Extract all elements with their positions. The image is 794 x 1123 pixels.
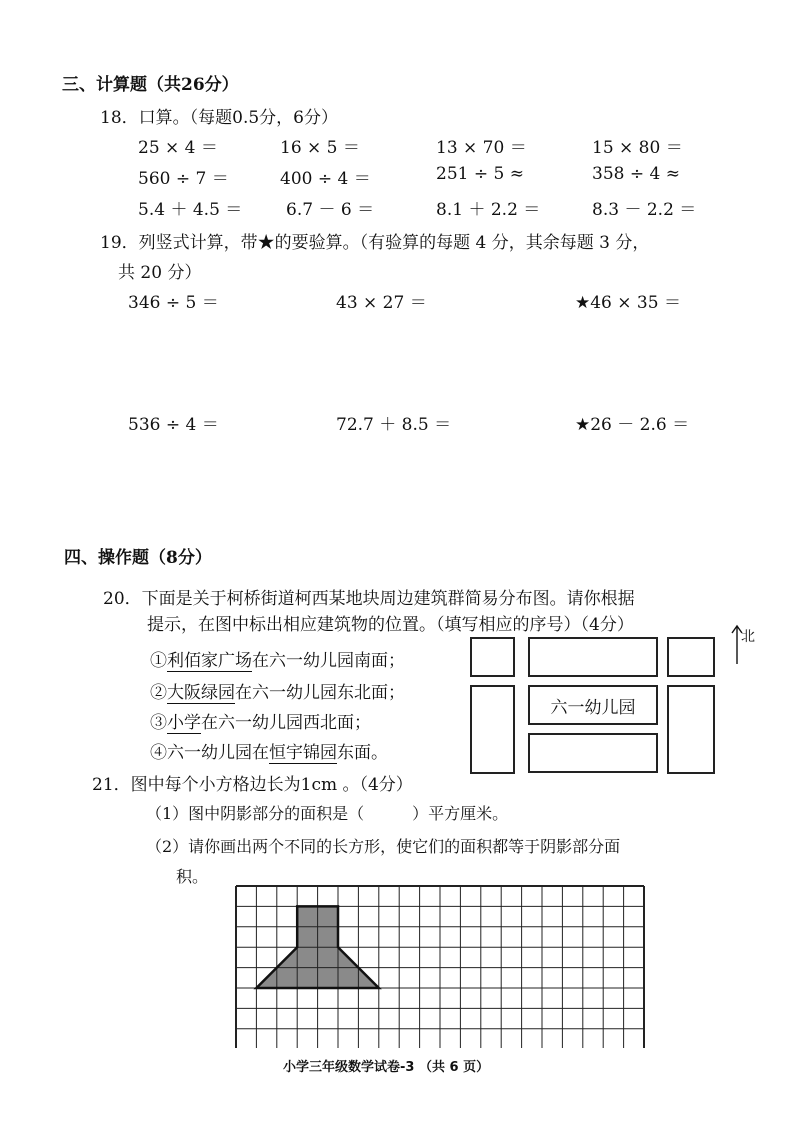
- question-21-part-2-cont: 积。: [176, 867, 209, 886]
- hint-item-2: ②大阪绿园在六一幼儿园东北面；: [150, 683, 405, 703]
- square-grid[interactable]: [234, 884, 650, 1048]
- oral-problem: 8.1 ＋ 2.2 ＝: [436, 200, 541, 220]
- page-footer: 小学三年级数学试卷-3 （共 6 页）: [283, 1060, 490, 1075]
- map-block-east[interactable]: [667, 685, 715, 774]
- oral-problem: 8.3 － 2.2 ＝: [592, 200, 697, 220]
- map-block-northeast[interactable]: [667, 637, 715, 677]
- vertical-calc-problem: 346 ÷ 5 ＝: [128, 293, 219, 313]
- section-title-operation: 四、操作题（8分）: [64, 548, 212, 568]
- oral-problem: 6.7 － 6 ＝: [286, 200, 375, 220]
- vertical-calc-problem: 72.7 ＋ 8.5 ＝: [336, 415, 452, 435]
- hint-item-4: ④六一幼儿园在恒宇锦园东面。: [150, 743, 388, 763]
- map-block-northwest[interactable]: [470, 637, 515, 677]
- vertical-calc-problem: ★26 － 2.6 ＝: [575, 415, 690, 435]
- hint-item-3: ③小学在六一幼儿园西北面；: [150, 713, 371, 733]
- oral-problem: 16 × 5 ＝: [280, 138, 360, 158]
- question-19-title: 19．列竖式计算，带★的要验算。（有验算的每题 4 分，其余每题 3 分，: [100, 233, 650, 253]
- map-block-north[interactable]: [528, 637, 658, 677]
- hint-item-1: ①利佰家广场在六一幼儿园南面；: [150, 651, 405, 671]
- vertical-calc-problem: ★46 × 35 ＝: [575, 293, 681, 313]
- question-19-title-cont: 共 20 分）: [118, 263, 202, 283]
- oral-problem: 560 ÷ 7 ＝: [138, 169, 229, 189]
- oral-problem: 400 ÷ 4 ＝: [280, 169, 371, 189]
- question-18-title: 18．口算。（每题0.5分，6分）: [100, 108, 338, 128]
- question-20-text-cont: 提示，在图中标出相应建筑物的位置。（填写相应的序号）（4分）: [147, 615, 634, 635]
- vertical-calc-problem: 536 ÷ 4 ＝: [128, 415, 219, 435]
- oral-problem: 25 × 4 ＝: [138, 138, 218, 158]
- map-block-south[interactable]: [528, 733, 658, 773]
- map-block-kindergarten: [528, 685, 658, 725]
- oral-problem: 13 × 70 ＝: [436, 138, 527, 158]
- vertical-calc-problem: 43 × 27 ＝: [336, 293, 427, 313]
- map-block-west[interactable]: [470, 685, 515, 774]
- question-21-part-2: （2）请你画出两个不同的长方形，使它们的面积都等于阴影部分面: [146, 837, 621, 856]
- oral-problem: 15 × 80 ＝: [592, 138, 683, 158]
- question-21-title: 21．图中每个小方格边长为1cm 。（4分）: [92, 775, 413, 795]
- north-label: 北: [741, 629, 755, 645]
- oral-problem: 251 ÷ 5 ≈: [436, 164, 524, 184]
- question-21-part-1: （1）图中阴影部分的面积是（ ）平方厘米。: [146, 804, 509, 823]
- kindergarten-label: 六一幼儿园: [550, 697, 636, 718]
- question-20-text: 20．下面是关于柯桥街道柯西某地块周边建筑群简易分布图。请你根据: [103, 589, 635, 609]
- section-title-calculation: 三、计算题（共26分）: [62, 75, 239, 95]
- oral-problem: 5.4 ＋ 4.5 ＝: [138, 200, 243, 220]
- oral-problem: 358 ÷ 4 ≈: [592, 164, 680, 184]
